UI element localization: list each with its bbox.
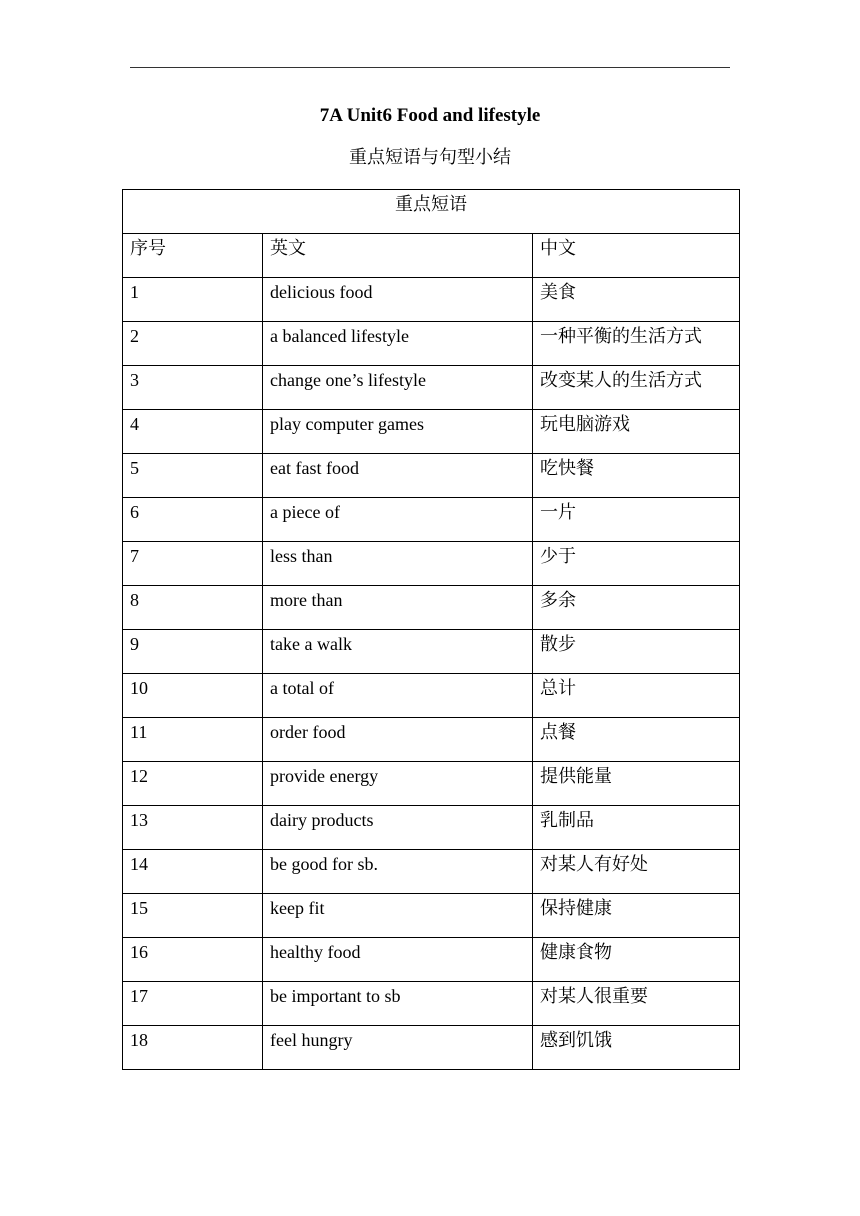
header-chinese: 中文 <box>533 234 740 278</box>
row-number: 1 <box>123 278 263 322</box>
row-chinese: 保持健康 <box>533 894 740 938</box>
row-chinese: 一片 <box>533 498 740 542</box>
row-number: 8 <box>123 586 263 630</box>
row-chinese: 健康食物 <box>533 938 740 982</box>
row-number: 10 <box>123 674 263 718</box>
row-chinese: 感到饥饿 <box>533 1026 740 1070</box>
row-english: provide energy <box>263 762 533 806</box>
row-english: play computer games <box>263 410 533 454</box>
row-english: keep fit <box>263 894 533 938</box>
table-row <box>123 278 740 322</box>
document-subtitle: 重点短语与句型小结 <box>349 147 511 168</box>
row-number: 18 <box>123 1026 263 1070</box>
row-number: 16 <box>123 938 263 982</box>
table-header-row <box>123 234 740 278</box>
row-english: take a walk <box>263 630 533 674</box>
row-chinese: 吃快餐 <box>533 454 740 498</box>
row-number: 14 <box>123 850 263 894</box>
row-english: a piece of <box>263 498 533 542</box>
header-english: 英文 <box>263 234 533 278</box>
row-chinese: 乳制品 <box>533 806 740 850</box>
row-number: 12 <box>123 762 263 806</box>
table-row <box>123 454 740 498</box>
table-row <box>123 366 740 410</box>
row-number: 15 <box>123 894 263 938</box>
table-row <box>123 718 740 762</box>
phrases-table <box>122 189 740 1070</box>
table-row <box>123 322 740 366</box>
document-title: 7A Unit6 Food and lifestyle <box>319 105 541 126</box>
row-number: 7 <box>123 542 263 586</box>
table-row <box>123 982 740 1026</box>
row-number: 3 <box>123 366 263 410</box>
table-row <box>123 410 740 454</box>
table-row <box>123 498 740 542</box>
row-english: a total of <box>263 674 533 718</box>
table-row <box>123 806 740 850</box>
row-english: change one’s lifestyle <box>263 366 533 410</box>
row-chinese: 美食 <box>533 278 740 322</box>
row-chinese: 对某人很重要 <box>533 982 740 1026</box>
row-english: be good for sb. <box>263 850 533 894</box>
header-number: 序号 <box>123 234 263 278</box>
row-number: 4 <box>123 410 263 454</box>
row-number: 6 <box>123 498 263 542</box>
row-english: a balanced lifestyle <box>263 322 533 366</box>
row-chinese: 玩电脑游戏 <box>533 410 740 454</box>
table-row <box>123 674 740 718</box>
table-row <box>123 938 740 982</box>
row-chinese: 多余 <box>533 586 740 630</box>
row-english: eat fast food <box>263 454 533 498</box>
table-row <box>123 850 740 894</box>
table-caption-row <box>123 190 740 234</box>
row-english: order food <box>263 718 533 762</box>
row-number: 11 <box>123 718 263 762</box>
row-chinese: 一种平衡的生活方式 <box>533 322 740 366</box>
row-chinese: 提供能量 <box>533 762 740 806</box>
row-english: healthy food <box>263 938 533 982</box>
row-chinese: 点餐 <box>533 718 740 762</box>
table-row <box>123 542 740 586</box>
row-english: feel hungry <box>263 1026 533 1070</box>
table-row <box>123 1026 740 1070</box>
row-chinese: 对某人有好处 <box>533 850 740 894</box>
row-number: 13 <box>123 806 263 850</box>
row-english: delicious food <box>263 278 533 322</box>
row-english: dairy products <box>263 806 533 850</box>
row-number: 17 <box>123 982 263 1026</box>
table-row <box>123 894 740 938</box>
table-caption: 重点短语 <box>123 190 740 234</box>
row-number: 5 <box>123 454 263 498</box>
row-chinese: 散步 <box>533 630 740 674</box>
header-rule <box>130 67 730 68</box>
row-chinese: 少于 <box>533 542 740 586</box>
row-english: more than <box>263 586 533 630</box>
table-row <box>123 762 740 806</box>
table-row <box>123 630 740 674</box>
row-chinese: 改变某人的生活方式 <box>533 366 740 410</box>
table-row <box>123 586 740 630</box>
row-number: 2 <box>123 322 263 366</box>
row-number: 9 <box>123 630 263 674</box>
row-english: be important to sb <box>263 982 533 1026</box>
row-chinese: 总计 <box>533 674 740 718</box>
row-english: less than <box>263 542 533 586</box>
